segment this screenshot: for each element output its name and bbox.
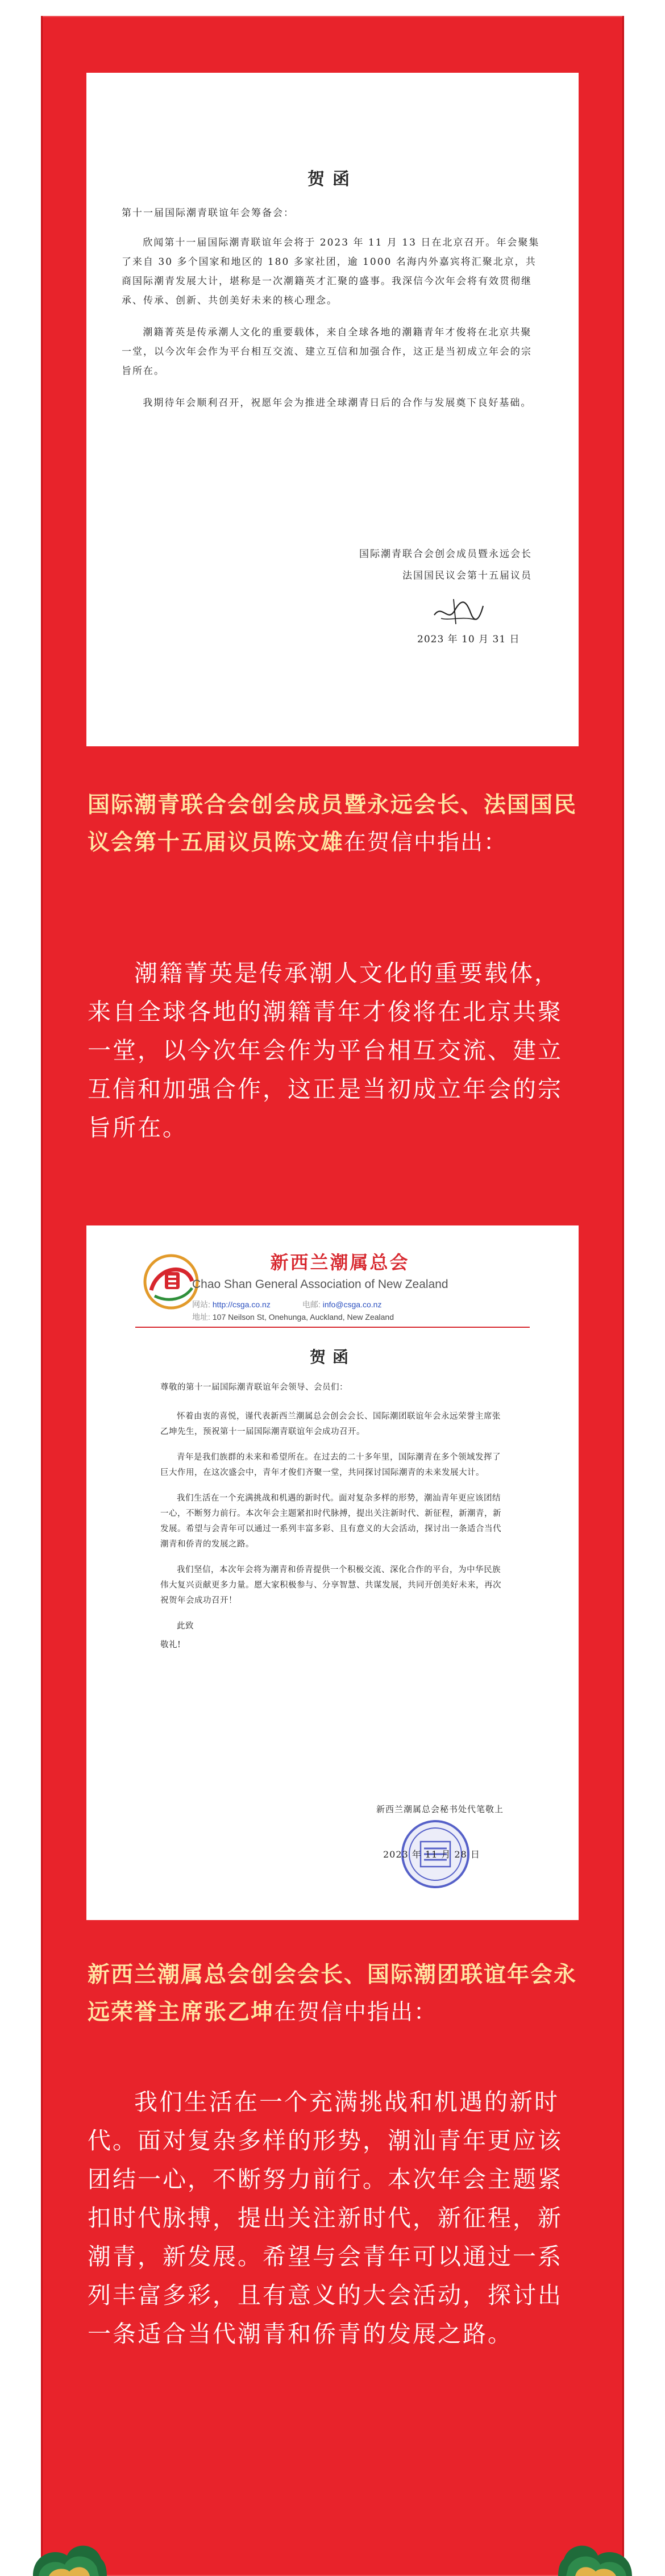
quote-2-intro-rest: 在贺信中指出： — [274, 2000, 438, 2025]
letter-1-signature-block — [359, 543, 532, 587]
letter-2-paragraph: 我们生活在一个充满挑战和机遇的新时代。面对复杂多样的形势，潮汕青年更应该团结一心，不断努力前行。本次年会主题紧扣时代脉搏，提出关注新时代、新征程，新潮青，新发展。希望与会青年可以通过一系列丰富多彩、且有意义的大会活动，探讨出一条适合当代潮青和侨青的发展之路。 — [160, 1494, 501, 1549]
quote-1-body: 潮籍菁英是传承潮人文化的重要载体，来自全球各地的潮籍青年才俊将在北京共聚一堂，以今次年会作为平台相互交流、建立互信和加强合作，这正是当初成立年会的宗旨所在。 — [88, 959, 563, 1141]
quote-1-intro — [88, 787, 580, 862]
letter-2-closing: 此致 — [177, 1622, 194, 1631]
letter-2-salutation: 尊敬的第十一届国际潮青联谊年会领导、会员们： — [160, 1383, 348, 1392]
letter-1-signer-title: 法国国民议会第十五届议员 — [402, 570, 532, 581]
letter-1-salutation: 第十一届国际潮青联谊年会筹备会： — [122, 207, 294, 219]
letter-1-title: 贺函 — [307, 169, 358, 189]
letter-1-body — [122, 203, 540, 425]
quote-1-speaker: 国际潮青联合会创会成员暨永远会长、法国国民议会第十五届议员陈文雄 — [88, 792, 577, 855]
web-label: 网站: — [192, 1300, 210, 1309]
letter-2-paragraph: 怀着由衷的喜悦，谨代表新西兰潮属总会创会会长、国际潮团联谊年会永远荣誉主席张乙坤先生，预祝第十一届国际潮青联谊年会成功召开。 — [160, 1412, 501, 1436]
letter-2-paragraph: 我们坚信，本次年会将为潮青和侨青提供一个积极交流、深化合作的平台，为中华民族伟大复兴贡献更多力量。愿大家积极参与、分享智慧、共谋发展，共同开创美好未来，再次祝贺年会成功召开！ — [160, 1565, 501, 1605]
association-name-cn: 新西兰潮属总会 — [270, 1252, 410, 1273]
quote-2-intro — [88, 1956, 580, 2031]
cloud-decoration-icon — [558, 2531, 632, 2576]
letter-2-date: 2023 年 11 月 28 日 — [383, 1849, 480, 1860]
letter-2-title: 贺函 — [309, 1348, 355, 1366]
letter-2-paragraph: 青年是我们族群的未来和希望所在。在过去的二十多年里，国际潮青在多个领域发挥了巨大作用，在这次盛会中，青年才俊们齐聚一堂，共同探讨国际潮青的未来发展大计。 — [160, 1453, 501, 1477]
letter-1-paragraph: 我期待年会顺利召开，祝愿年会为推进全球潮青日后的合作与发展奠下良好基础。 — [143, 397, 532, 409]
email-label: 电邮: — [302, 1300, 321, 1309]
letter-1-paragraph: 欣闻第十一届国际潮青联谊年会将于 2023 年 11 月 13 日在北京召开。年会聚集了来自 30 多个国家和地区的 180 多家社团，逾 1000 名海内外嘉宾将汇聚北京，共商国际潮青发展大计，堪称是一次潮籍英才汇聚的盛事。我深信今次年会将有效贯彻继承、传承、创新、共创美好未来的核心理念。 — [122, 237, 540, 306]
red-panel — [41, 16, 624, 2576]
association-name-en: Chao Shan General Association of New Zealand — [192, 1278, 448, 1291]
cloud-decoration-icon — [33, 2531, 107, 2576]
letter-2-body — [160, 1380, 507, 1653]
quote-1-intro-rest: 在贺信中指出： — [344, 830, 508, 855]
handwritten-signature — [431, 596, 485, 628]
letter-1-signer-title: 国际潮青联合会创会成员暨永远会长 — [359, 549, 532, 560]
panel-border-right — [622, 16, 624, 2576]
congratulation-letter-2 — [86, 1225, 579, 1920]
congratulation-letter-1 — [86, 73, 579, 746]
letter-2-regards: 敬礼! — [160, 1640, 181, 1650]
web-link[interactable]: http://csga.co.nz — [212, 1300, 271, 1309]
address-label: 地址: — [192, 1312, 210, 1322]
address-value: 107 Neilson St, Onehunga, Auckland, New Zealand — [212, 1312, 394, 1322]
panel-border-left — [41, 16, 43, 2576]
quote-2-speaker: 新西兰潮属总会创会会长、国际潮团联谊年会永远荣誉主席张乙坤 — [88, 1962, 577, 2025]
email-link[interactable]: info@csga.co.nz — [322, 1300, 382, 1309]
letter-1-paragraph: 潮籍菁英是传承潮人文化的重要载体，来自全球各地的潮籍青年才俊将在北京共聚一堂，以今次年会作为平台相互交流、建立互信和加强合作，这正是当初成立年会的宗旨所在。 — [122, 327, 532, 377]
letterhead-divider — [135, 1327, 530, 1328]
letter-1-date: 2023 年 10 月 31 日 — [417, 634, 520, 645]
letter-2-signer: 新西兰潮属总会秘书处代笔敬上 — [376, 1804, 504, 1814]
quote-2-body: 我们生活在一个充满挑战和机遇的新时代。面对复杂多样的形势，潮汕青年更应该团结一心，不断努力前行。本次年会主题紧扣时代脉搏，提出关注新时代，新征程，新潮青，新发展。希望与会青年可以通过一系列丰富多彩，且有意义的大会活动，探讨出一条适合当代潮青和侨青的发展之路。 — [88, 2088, 563, 2348]
association-contact — [192, 1298, 413, 1323]
